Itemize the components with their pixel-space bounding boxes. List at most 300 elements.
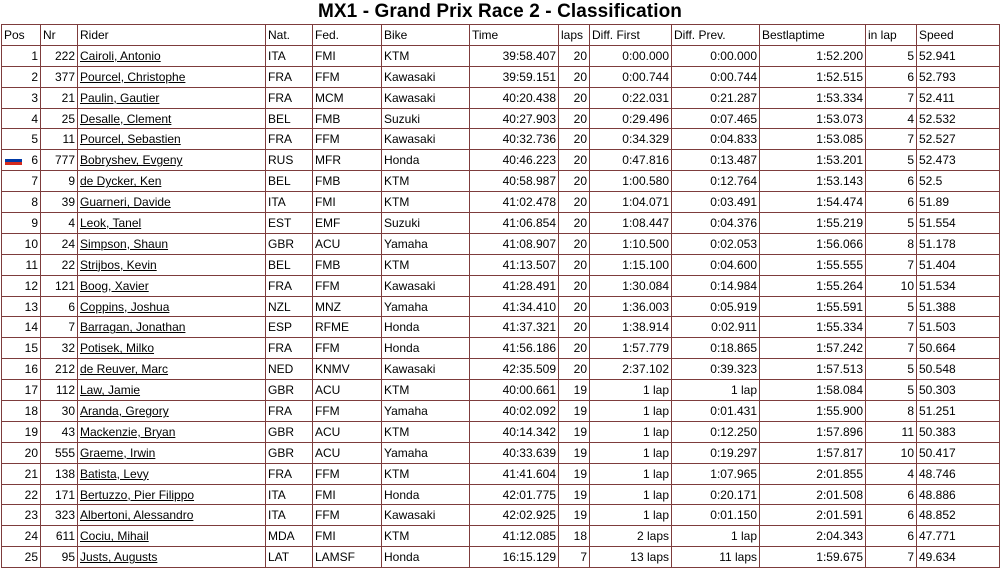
cell-diff-prev-value: 11 laps bbox=[719, 550, 757, 565]
cell-laps-value: 19 bbox=[573, 424, 587, 439]
russia-flag-icon bbox=[5, 156, 22, 165]
cell-fed-value: FFM bbox=[315, 132, 340, 147]
cell-rider bbox=[78, 338, 266, 359]
cell-bestlap-value: 1:55.555 bbox=[816, 257, 863, 272]
cell-nr bbox=[41, 547, 78, 568]
cell-bestlap-value: 1:58.084 bbox=[816, 383, 863, 398]
cell-diff-first bbox=[590, 213, 672, 234]
rider-link[interactable]: Bobryshev, Evgeny bbox=[80, 153, 183, 168]
cell-diff-first-value: 1 lap bbox=[642, 487, 669, 502]
table-row bbox=[2, 484, 1000, 505]
rider-link[interactable]: Pourcel, Sebastien bbox=[80, 132, 181, 147]
cell-time-value: 39:58.407 bbox=[502, 48, 556, 63]
cell-diff-prev-value: 0:19.297 bbox=[710, 445, 757, 460]
cell-nr-value: 30 bbox=[61, 403, 75, 418]
cell-pos-value: 22 bbox=[24, 487, 38, 502]
cell-laps-value: 20 bbox=[573, 111, 587, 126]
cell-bike-value: Suzuki bbox=[384, 215, 421, 230]
cell-speed-value: 52.473 bbox=[919, 153, 956, 168]
rider-link[interactable]: Bertuzzo, Pier Filippo bbox=[80, 487, 195, 502]
cell-in-lap-value: 4 bbox=[907, 466, 914, 481]
cell-bike bbox=[382, 87, 470, 108]
cell-bestlap bbox=[760, 526, 866, 547]
cell-bike bbox=[382, 108, 470, 129]
cell-fed-value: RFME bbox=[315, 320, 349, 335]
table-row bbox=[2, 129, 1000, 150]
cell-pos bbox=[2, 484, 41, 505]
cell-bestlap-value: 1:55.900 bbox=[816, 403, 863, 418]
cell-bestlap-value: 1:57.513 bbox=[816, 362, 863, 377]
cell-rider bbox=[78, 401, 266, 422]
cell-laps-value: 18 bbox=[573, 529, 587, 544]
cell-diff-prev-value: 1 lap bbox=[730, 383, 757, 398]
cell-diff-prev bbox=[672, 275, 760, 296]
cell-bike-value: KTM bbox=[384, 529, 410, 544]
cell-laps-value: 20 bbox=[573, 90, 587, 105]
cell-fed-value: FMI bbox=[315, 529, 336, 544]
rider-link[interactable]: Justs, Augusts bbox=[80, 550, 158, 565]
cell-laps bbox=[559, 484, 590, 505]
cell-nr bbox=[41, 421, 78, 442]
cell-laps bbox=[559, 66, 590, 87]
cell-nr bbox=[41, 275, 78, 296]
cell-speed bbox=[917, 317, 1000, 338]
cell-laps bbox=[559, 296, 590, 317]
cell-nr-value: 611 bbox=[55, 529, 75, 544]
cell-rider bbox=[78, 129, 266, 150]
cell-speed-value: 52.411 bbox=[919, 90, 955, 105]
cell-diff-first-value: 1:08.447 bbox=[622, 215, 669, 230]
cell-laps-value: 19 bbox=[573, 445, 587, 460]
cell-laps bbox=[559, 547, 590, 568]
cell-nat-value: FRA bbox=[268, 69, 292, 84]
cell-laps bbox=[559, 275, 590, 296]
cell-in-lap bbox=[866, 108, 917, 129]
cell-nr-value: 95 bbox=[61, 550, 75, 565]
cell-bike bbox=[382, 547, 470, 568]
cell-speed bbox=[917, 108, 1000, 129]
cell-nat bbox=[266, 547, 313, 568]
cell-diff-first bbox=[590, 296, 672, 317]
cell-in-lap-value: 10 bbox=[900, 445, 914, 460]
cell-laps bbox=[559, 87, 590, 108]
cell-nat-value: BEL bbox=[268, 174, 291, 189]
cell-bike-value: Kawasaki bbox=[384, 278, 436, 293]
cell-fed-value: FFM bbox=[315, 466, 340, 481]
cell-nr-value: 212 bbox=[54, 362, 75, 377]
cell-bike-value: Honda bbox=[384, 320, 420, 335]
cell-bestlap-value: 1:53.334 bbox=[816, 90, 863, 105]
cell-nat bbox=[266, 401, 313, 422]
cell-pos-value: 7 bbox=[31, 174, 38, 189]
rider-link[interactable]: Albertoni, Alessandro bbox=[80, 508, 194, 523]
cell-bike bbox=[382, 213, 470, 234]
cell-in-lap bbox=[866, 87, 917, 108]
cell-speed bbox=[917, 338, 1000, 359]
cell-pos bbox=[2, 45, 41, 66]
cell-in-lap bbox=[866, 359, 917, 380]
table-row bbox=[2, 233, 1000, 254]
cell-fed-value: ACU bbox=[315, 424, 341, 439]
cell-fed-value: FFM bbox=[315, 69, 340, 84]
cell-time-value: 41:02.478 bbox=[502, 195, 556, 210]
cell-pos bbox=[2, 233, 41, 254]
cell-nr bbox=[41, 192, 78, 213]
cell-laps-value: 20 bbox=[573, 257, 587, 272]
cell-fed bbox=[313, 108, 382, 129]
cell-diff-prev bbox=[672, 484, 760, 505]
cell-diff-prev-value: 0:12.250 bbox=[710, 424, 757, 439]
cell-laps-value: 20 bbox=[573, 195, 587, 210]
cell-rider bbox=[78, 192, 266, 213]
rider-link[interactable]: Desalle, Clement bbox=[80, 111, 172, 126]
cell-pos bbox=[2, 359, 41, 380]
cell-fed bbox=[313, 296, 382, 317]
cell-time-value: 41:41.604 bbox=[502, 466, 556, 481]
cell-pos bbox=[2, 87, 41, 108]
table-row bbox=[2, 213, 1000, 234]
cell-in-lap bbox=[866, 380, 917, 401]
cell-diff-first bbox=[590, 87, 672, 108]
cell-diff-first bbox=[590, 442, 672, 463]
cell-diff-prev bbox=[672, 442, 760, 463]
cell-speed bbox=[917, 66, 1000, 87]
col-header-fed: Fed. bbox=[313, 25, 382, 46]
cell-nr bbox=[41, 87, 78, 108]
cell-nat bbox=[266, 505, 313, 526]
cell-fed-value: FMB bbox=[315, 257, 341, 272]
cell-diff-prev-value: 0:02.911 bbox=[711, 320, 757, 335]
cell-nr-value: 39 bbox=[61, 195, 75, 210]
cell-time bbox=[470, 484, 559, 505]
cell-rider bbox=[78, 296, 266, 317]
rider-link[interactable]: de Dycker, Ken bbox=[80, 174, 162, 189]
cell-speed-value: 49.634 bbox=[919, 550, 956, 565]
cell-diff-first bbox=[590, 526, 672, 547]
cell-nr-value: 777 bbox=[54, 153, 75, 168]
cell-bestlap bbox=[760, 463, 866, 484]
cell-bestlap-value: 2:01.508 bbox=[816, 487, 863, 502]
col-header-nr: Nr bbox=[41, 25, 78, 46]
cell-in-lap-value: 11 bbox=[901, 424, 914, 439]
cell-bestlap bbox=[760, 442, 866, 463]
cell-laps bbox=[559, 505, 590, 526]
cell-diff-first bbox=[590, 171, 672, 192]
cell-bestlap-value: 1:54.474 bbox=[816, 195, 863, 210]
cell-fed-value: FMB bbox=[315, 111, 341, 126]
cell-rider bbox=[78, 463, 266, 484]
cell-in-lap-value: 7 bbox=[907, 341, 914, 356]
cell-in-lap bbox=[866, 484, 917, 505]
rider-link[interactable]: Boog, Xavier bbox=[80, 278, 149, 293]
rider-link[interactable]: Law, Jamie bbox=[80, 383, 141, 398]
cell-fed bbox=[313, 526, 382, 547]
cell-in-lap bbox=[866, 150, 917, 171]
cell-in-lap-value: 5 bbox=[907, 215, 914, 230]
cell-nat bbox=[266, 108, 313, 129]
cell-laps bbox=[559, 233, 590, 254]
cell-time bbox=[470, 254, 559, 275]
cell-in-lap-value: 7 bbox=[907, 257, 914, 272]
cell-nat bbox=[266, 150, 313, 171]
cell-laps-value: 19 bbox=[573, 403, 587, 418]
cell-pos-value: 25 bbox=[24, 550, 38, 565]
table-row bbox=[2, 338, 1000, 359]
cell-nat bbox=[266, 192, 313, 213]
cell-pos bbox=[2, 296, 41, 317]
cell-speed bbox=[917, 547, 1000, 568]
cell-bestlap-value: 1:53.085 bbox=[816, 132, 863, 147]
cell-time-value: 42:02.925 bbox=[502, 508, 556, 523]
cell-fed-value: FMB bbox=[315, 174, 341, 189]
cell-speed bbox=[917, 87, 1000, 108]
cell-bestlap-value: 1:59.675 bbox=[816, 550, 863, 565]
cell-fed bbox=[313, 213, 382, 234]
cell-diff-first-value: 0:47.816 bbox=[622, 153, 669, 168]
cell-diff-prev-value: 0:20.171 bbox=[710, 487, 757, 502]
cell-bike-value: Kawasaki bbox=[384, 362, 436, 377]
cell-fed-value: EMF bbox=[315, 215, 341, 230]
rider-link[interactable]: Paulin, Gautier bbox=[80, 90, 160, 105]
table-row bbox=[2, 526, 1000, 547]
cell-nat bbox=[266, 526, 313, 547]
cell-diff-prev-value: 1 lap bbox=[730, 529, 757, 544]
cell-diff-prev-value: 0:04.600 bbox=[710, 257, 757, 272]
cell-speed-value: 51.251 bbox=[919, 403, 956, 418]
cell-speed-value: 51.388 bbox=[919, 299, 956, 314]
cell-pos-value: 3 bbox=[31, 90, 38, 105]
cell-bike bbox=[382, 296, 470, 317]
cell-in-lap-value: 6 bbox=[907, 174, 914, 189]
col-header-pos: Pos bbox=[2, 25, 41, 46]
cell-nat bbox=[266, 463, 313, 484]
cell-fed bbox=[313, 150, 382, 171]
cell-fed bbox=[313, 484, 382, 505]
cell-nat-value: ESP bbox=[268, 320, 293, 335]
cell-bike bbox=[382, 338, 470, 359]
cell-diff-first-value: 1 lap bbox=[642, 508, 669, 523]
rider-link[interactable]: Mackenzie, Bryan bbox=[80, 424, 176, 439]
table-row bbox=[2, 505, 1000, 526]
cell-pos-value: 5 bbox=[31, 132, 38, 147]
cell-laps bbox=[559, 150, 590, 171]
cell-bestlap bbox=[760, 87, 866, 108]
cell-diff-prev bbox=[672, 463, 760, 484]
rider-link[interactable]: Guarneri, Davide bbox=[80, 195, 171, 210]
cell-in-lap-value: 5 bbox=[907, 153, 914, 168]
cell-pos-value: 4 bbox=[31, 111, 38, 126]
cell-nr bbox=[41, 505, 78, 526]
cell-nr-value: 9 bbox=[68, 174, 75, 189]
cell-bestlap bbox=[760, 129, 866, 150]
rider-link[interactable]: Simpson, Shaun bbox=[80, 236, 169, 251]
cell-nr-value: 43 bbox=[61, 424, 75, 439]
cell-diff-prev bbox=[672, 359, 760, 380]
cell-pos bbox=[2, 338, 41, 359]
cell-bestlap bbox=[760, 45, 866, 66]
cell-nr bbox=[41, 317, 78, 338]
cell-speed-value: 52.793 bbox=[919, 69, 956, 84]
cell-laps-value: 19 bbox=[573, 466, 587, 481]
cell-nat-value: ITA bbox=[268, 487, 286, 502]
cell-nat-value: MDA bbox=[268, 529, 295, 544]
cell-pos-value: 23 bbox=[24, 508, 38, 523]
cell-rider bbox=[78, 213, 266, 234]
cell-pos bbox=[2, 108, 41, 129]
cell-in-lap bbox=[866, 171, 917, 192]
cell-nr bbox=[41, 463, 78, 484]
cell-speed-value: 51.178 bbox=[919, 236, 956, 251]
cell-bike-value: KTM bbox=[384, 48, 410, 63]
cell-fed-value: ACU bbox=[315, 236, 341, 251]
rider-link[interactable]: Cairoli, Antonio bbox=[80, 48, 161, 63]
cell-pos-value: 16 bbox=[24, 362, 38, 377]
cell-laps bbox=[559, 171, 590, 192]
cell-bike-value: Suzuki bbox=[384, 111, 421, 126]
cell-diff-prev bbox=[672, 296, 760, 317]
cell-fed bbox=[313, 66, 382, 87]
cell-speed bbox=[917, 192, 1000, 213]
cell-bike bbox=[382, 150, 470, 171]
cell-laps bbox=[559, 442, 590, 463]
cell-rider bbox=[78, 66, 266, 87]
cell-fed bbox=[313, 254, 382, 275]
cell-diff-first-value: 2:37.102 bbox=[622, 362, 669, 377]
cell-speed bbox=[917, 213, 1000, 234]
cell-nr bbox=[41, 150, 78, 171]
cell-speed bbox=[917, 526, 1000, 547]
cell-laps-value: 20 bbox=[573, 299, 587, 314]
cell-speed-value: 52.5 bbox=[919, 174, 943, 189]
cell-laps bbox=[559, 338, 590, 359]
rider-link[interactable]: Potisek, Milko bbox=[80, 341, 155, 356]
table-row bbox=[2, 463, 1000, 484]
cell-time bbox=[470, 547, 559, 568]
cell-laps bbox=[559, 192, 590, 213]
rider-link[interactable]: Batista, Levy bbox=[80, 466, 149, 481]
cell-in-lap bbox=[866, 505, 917, 526]
cell-time-value: 41:34.410 bbox=[502, 299, 556, 314]
cell-speed bbox=[917, 484, 1000, 505]
cell-in-lap-value: 5 bbox=[907, 48, 914, 63]
cell-time-value: 41:56.186 bbox=[502, 341, 556, 356]
cell-diff-first-value: 1:36.003 bbox=[622, 299, 669, 314]
cell-rider bbox=[78, 233, 266, 254]
cell-nr-value: 7 bbox=[68, 320, 75, 335]
rider-link[interactable]: Aranda, Gregory bbox=[80, 403, 169, 418]
cell-bestlap bbox=[760, 401, 866, 422]
cell-in-lap bbox=[866, 233, 917, 254]
cell-diff-prev-value: 0:39.323 bbox=[710, 362, 757, 377]
cell-pos-value: 8 bbox=[31, 195, 38, 210]
cell-nr bbox=[41, 484, 78, 505]
cell-diff-first bbox=[590, 380, 672, 401]
cell-time bbox=[470, 192, 559, 213]
cell-time-value: 40:14.342 bbox=[502, 424, 556, 439]
cell-in-lap bbox=[866, 401, 917, 422]
cell-bike-value: Honda bbox=[384, 487, 420, 502]
cell-nat bbox=[266, 275, 313, 296]
cell-diff-first bbox=[590, 45, 672, 66]
cell-laps-value: 7 bbox=[580, 550, 587, 565]
table-row bbox=[2, 254, 1000, 275]
cell-rider bbox=[78, 254, 266, 275]
table-row bbox=[2, 275, 1000, 296]
rider-link[interactable]: Cociu, Mihail bbox=[80, 529, 149, 544]
cell-time bbox=[470, 442, 559, 463]
cell-bike-value: Yamaha bbox=[384, 299, 428, 314]
cell-speed-value: 52.527 bbox=[919, 132, 956, 147]
cell-time-value: 40:46.223 bbox=[502, 153, 556, 168]
cell-diff-prev-value: 0:21.287 bbox=[710, 90, 757, 105]
rider-link[interactable]: Leok, Tanel bbox=[80, 215, 142, 230]
cell-nat bbox=[266, 171, 313, 192]
cell-diff-prev bbox=[672, 87, 760, 108]
cell-diff-prev-value: 0:12.764 bbox=[710, 174, 757, 189]
cell-bestlap-value: 1:56.066 bbox=[816, 236, 863, 251]
cell-diff-prev bbox=[672, 421, 760, 442]
cell-nat-value: GBR bbox=[268, 445, 295, 460]
cell-bestlap bbox=[760, 108, 866, 129]
cell-in-lap-value: 7 bbox=[907, 132, 914, 147]
cell-in-lap bbox=[866, 66, 917, 87]
rider-link[interactable]: de Reuver, Marc bbox=[80, 362, 169, 377]
cell-bestlap-value: 2:04.343 bbox=[816, 529, 863, 544]
cell-nr bbox=[41, 45, 78, 66]
cell-diff-prev-value: 0:07.465 bbox=[710, 111, 757, 126]
cell-diff-prev bbox=[672, 45, 760, 66]
rider-link[interactable]: Coppins, Joshua bbox=[80, 299, 170, 314]
cell-bestlap bbox=[760, 380, 866, 401]
cell-nr bbox=[41, 129, 78, 150]
rider-link[interactable]: Pourcel, Christophe bbox=[80, 69, 186, 84]
cell-bike-value: KTM bbox=[384, 424, 410, 439]
cell-diff-first bbox=[590, 463, 672, 484]
cell-diff-prev bbox=[672, 213, 760, 234]
cell-time bbox=[470, 275, 559, 296]
rider-link[interactable]: Strijbos, Kevin bbox=[80, 257, 157, 272]
cell-diff-first-value: 1 lap bbox=[642, 445, 669, 460]
cell-nr-value: 21 bbox=[61, 90, 75, 105]
cell-bike bbox=[382, 171, 470, 192]
cell-speed bbox=[917, 463, 1000, 484]
col-header-bike: Bike bbox=[382, 25, 470, 46]
cell-fed-value: FMI bbox=[315, 487, 336, 502]
cell-diff-first-value: 1 lap bbox=[642, 383, 669, 398]
col-header-diff-prev: Diff. Prev. bbox=[672, 25, 760, 46]
cell-diff-prev bbox=[672, 150, 760, 171]
cell-fed bbox=[313, 171, 382, 192]
cell-diff-prev bbox=[672, 66, 760, 87]
rider-link[interactable]: Barragan, Jonathan bbox=[80, 320, 186, 335]
cell-bestlap bbox=[760, 296, 866, 317]
cell-fed bbox=[313, 359, 382, 380]
cell-nat bbox=[266, 233, 313, 254]
cell-fed-value: ACU bbox=[315, 445, 341, 460]
cell-bestlap bbox=[760, 213, 866, 234]
cell-bestlap bbox=[760, 275, 866, 296]
cell-pos-value: 10 bbox=[24, 236, 38, 251]
cell-time-value: 41:13.507 bbox=[502, 257, 556, 272]
cell-nat-value: LAT bbox=[268, 550, 290, 565]
cell-nat bbox=[266, 421, 313, 442]
cell-bike-value: Yamaha bbox=[384, 403, 428, 418]
cell-speed-value: 48.746 bbox=[919, 466, 956, 481]
rider-link[interactable]: Graeme, Irwin bbox=[80, 445, 156, 460]
cell-nat bbox=[266, 129, 313, 150]
cell-fed bbox=[313, 380, 382, 401]
cell-diff-first-value: 1:15.100 bbox=[622, 257, 669, 272]
